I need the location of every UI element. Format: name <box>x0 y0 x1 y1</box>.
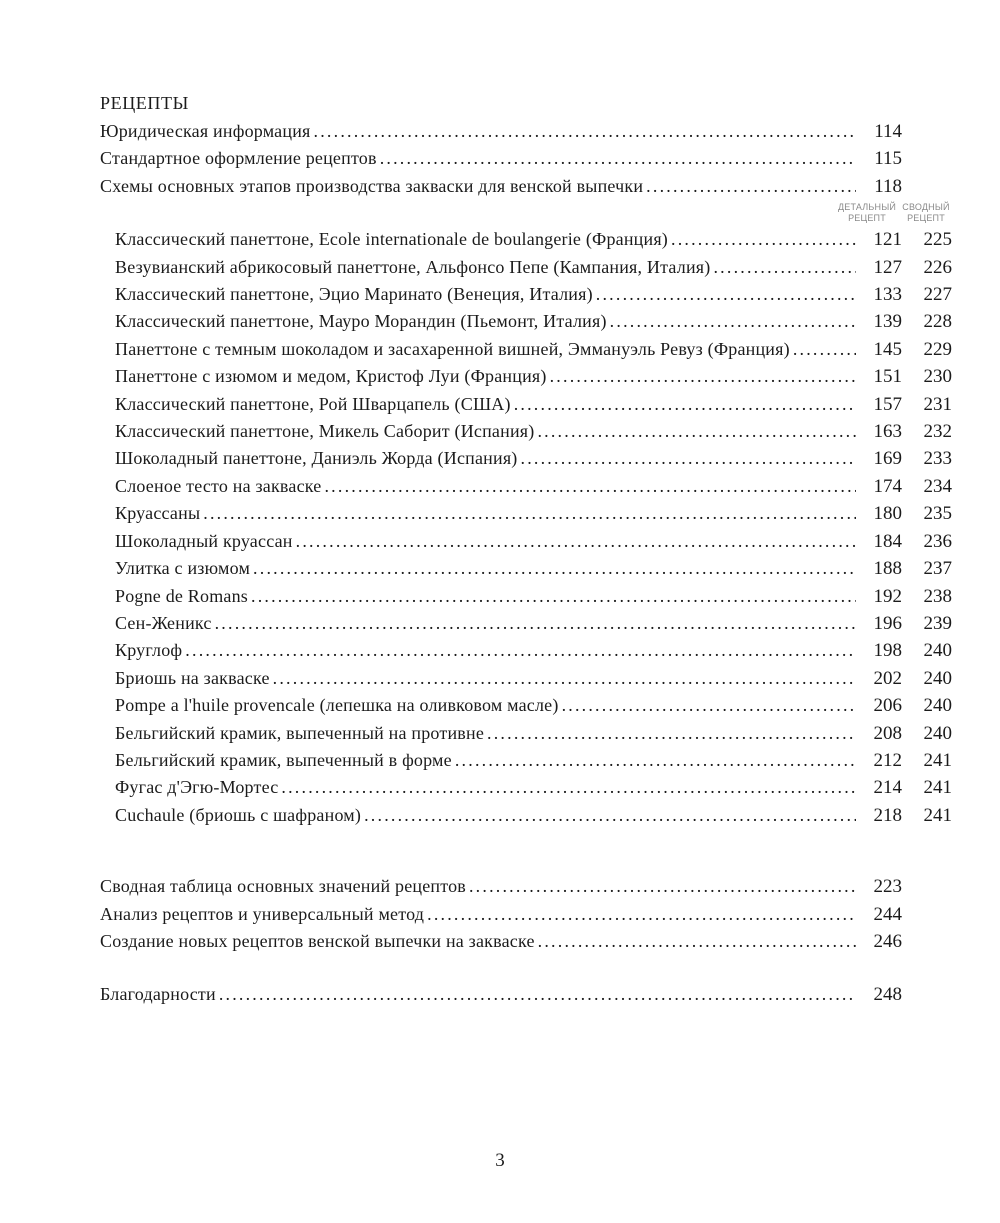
summary-page-number: 234 <box>923 475 952 497</box>
toc-row <box>100 418 952 445</box>
dot-leader <box>281 774 856 801</box>
detail-page-number: 206 <box>873 695 902 717</box>
detail-page-number: 208 <box>873 722 902 744</box>
summary-page-number: 226 <box>923 256 952 278</box>
detail-page-number: 133 <box>873 284 902 306</box>
toc-row <box>100 473 952 500</box>
detail-header-line2: РЕЦЕПТ <box>848 213 886 224</box>
toc-row <box>100 610 952 637</box>
detail-header-line1: ДЕТАЛЬНЫЙ <box>838 202 897 213</box>
detail-page-number: 163 <box>873 421 902 443</box>
detail-page-number: 246 <box>873 930 902 952</box>
dot-leader <box>296 528 856 555</box>
detail-page-number: 184 <box>873 530 902 552</box>
toc-row <box>100 226 952 253</box>
toc-entry-title: Слоеное тесто на закваске <box>115 475 322 496</box>
toc-row <box>100 281 952 308</box>
toc-row <box>100 391 952 418</box>
detail-page-number: 218 <box>873 804 902 826</box>
summary-recipe-column-header <box>900 202 952 224</box>
toc-entry-title: Улитка с изюмом <box>115 558 251 579</box>
detail-page-number: 127 <box>873 256 902 278</box>
front-matter-list <box>100 118 952 200</box>
summary-header-line2: РЕЦЕПТ <box>907 213 945 224</box>
toc-entry-title: Pogne de Romans <box>115 585 248 606</box>
toc-row <box>100 774 952 801</box>
toc-row <box>100 500 952 527</box>
recipe-list <box>100 226 952 829</box>
toc-entry-title: Схемы основных этапов производства закваски для венской выпечки <box>100 175 644 196</box>
summary-page-number: 232 <box>923 421 952 443</box>
dot-leader <box>324 473 856 500</box>
dot-leader <box>455 747 856 774</box>
toc-row <box>100 747 952 774</box>
detail-page-number: 180 <box>873 503 902 525</box>
back-matter-list <box>100 873 952 955</box>
summary-page-number: 236 <box>923 530 952 552</box>
toc-row <box>100 928 952 955</box>
summary-page-number: 225 <box>923 229 952 251</box>
dot-leader <box>538 928 856 955</box>
summary-page-number: 227 <box>923 284 952 306</box>
summary-page-number: 239 <box>923 612 952 634</box>
toc-row <box>100 336 952 363</box>
detail-page-number: 202 <box>873 667 902 689</box>
summary-page-number: 228 <box>923 311 952 333</box>
toc-row <box>100 528 952 555</box>
toc-row <box>100 583 952 610</box>
detail-recipe-column-header <box>838 202 896 224</box>
summary-page-number: 241 <box>923 777 952 799</box>
toc-entry-title: Бриошь на закваске <box>115 667 270 688</box>
detail-page-number: 151 <box>873 366 902 388</box>
summary-header-line1: СВОДНЫЙ <box>902 202 950 213</box>
detail-page-number: 214 <box>873 777 902 799</box>
toc-row <box>100 173 952 200</box>
toc-row <box>100 445 952 472</box>
toc-row <box>100 720 952 747</box>
toc-entry-title: Создание новых рецептов венской выпечки на закваске <box>100 930 535 951</box>
detail-page-number: 188 <box>873 558 902 580</box>
summary-page-number: 229 <box>923 338 952 360</box>
detail-page-number: 118 <box>874 175 902 197</box>
detail-page-number: 114 <box>874 121 902 142</box>
dot-leader <box>596 281 856 308</box>
dot-leader <box>521 445 857 472</box>
toc-entry-title: Сводная таблица основных значений рецептов <box>100 876 466 897</box>
dot-leader <box>251 583 856 610</box>
dot-leader <box>203 500 856 527</box>
toc-row <box>100 692 952 719</box>
detail-page-number: 223 <box>873 876 902 898</box>
detail-page-number: 248 <box>873 984 902 1006</box>
dot-leader <box>253 555 856 582</box>
summary-page-number: 235 <box>923 503 952 525</box>
toc-entry-title: Классический панеттоне, Ecole internationale de boulangerie (Франция) <box>115 229 668 250</box>
toc-row <box>100 363 952 390</box>
dot-leader <box>537 418 856 445</box>
acknowledgements-list <box>100 981 952 1008</box>
dot-leader <box>562 692 856 719</box>
dot-leader <box>219 981 856 1008</box>
detail-page-number: 174 <box>873 475 902 497</box>
toc-row <box>100 981 952 1008</box>
toc-entry-title: Круглоф <box>115 640 183 661</box>
section-title: РЕЦЕПТЫ <box>100 93 189 113</box>
toc-entry-title: Классический панеттоне, Эцио Маринато (Венеция, Италия) <box>115 284 593 305</box>
toc-entry-title: Бельгийский крамик, выпеченный на противне <box>115 722 485 743</box>
toc-entry-title: Сен-Женикс <box>115 612 212 633</box>
summary-page-number: 241 <box>923 804 952 826</box>
dot-leader <box>671 226 856 253</box>
dot-leader <box>646 173 856 200</box>
detail-page-number: 145 <box>873 338 902 360</box>
summary-page-number: 230 <box>923 366 952 388</box>
summary-page-number: 233 <box>923 448 952 470</box>
dot-leader <box>380 145 856 172</box>
toc-entry-title: Классический панеттоне, Мауро Морандин (Пьемонт, Италия) <box>115 311 607 332</box>
dot-leader <box>469 873 856 900</box>
dot-leader <box>550 363 856 390</box>
toc-row <box>100 637 952 664</box>
toc-row <box>100 145 952 172</box>
dot-leader <box>273 665 856 692</box>
toc-entry-title: Шоколадный панеттоне, Даниэль Жорда (Испания) <box>115 448 518 469</box>
detail-page-number: 115 <box>874 148 902 170</box>
toc-entry-title: Благодарности <box>100 984 216 1005</box>
summary-page-number: 240 <box>923 695 952 717</box>
toc-row <box>100 802 952 829</box>
toc-entry-title: Фугас д'Эгю-Мортес <box>115 777 279 798</box>
toc-row <box>100 555 952 582</box>
detail-page-number: 139 <box>873 311 902 333</box>
dot-leader <box>185 637 856 664</box>
toc-entry-title: Панеттоне с изюмом и медом, Кристоф Луи (Франция) <box>115 366 547 387</box>
toc-entry-title: Анализ рецептов и универсальный метод <box>100 903 425 924</box>
toc-row <box>100 308 952 335</box>
toc-entry-title: Классический панеттоне, Микель Саборит (Испания) <box>115 421 535 442</box>
toc-row <box>100 873 952 900</box>
summary-page-number: 237 <box>923 558 952 580</box>
summary-page-number: 238 <box>923 585 952 607</box>
toc-entry-title: Cuchaule (бриошь с шафраном) <box>115 804 362 825</box>
toc-entry-title: Шоколадный круассан <box>115 530 293 551</box>
dot-leader <box>514 391 856 418</box>
toc-entry-title: Круассаны <box>115 503 201 524</box>
toc-entry-title: Стандартное оформление рецептов <box>100 148 377 169</box>
summary-page-number: 240 <box>923 667 952 689</box>
detail-page-number: 198 <box>873 640 902 662</box>
summary-page-number: 240 <box>923 722 952 744</box>
toc-entry-title: Юридическая информация <box>100 121 311 141</box>
detail-page-number: 169 <box>873 448 902 470</box>
dot-leader <box>314 118 856 145</box>
detail-page-number: 121 <box>873 229 902 251</box>
toc-row <box>100 901 952 928</box>
toc-row <box>100 254 952 281</box>
dot-leader <box>713 254 856 281</box>
toc-entry-title: Панеттоне с темным шоколадом и засахаренной вишней, Эммануэль Ревуз (Франция) <box>115 338 790 359</box>
detail-page-number: 244 <box>873 903 902 925</box>
dot-leader <box>364 802 856 829</box>
toc-row <box>100 665 952 692</box>
detail-page-number: 196 <box>873 612 902 634</box>
detail-page-number: 212 <box>873 749 902 771</box>
column-headers <box>100 202 952 224</box>
dot-leader <box>215 610 856 637</box>
dot-leader <box>610 308 856 335</box>
summary-page-number: 240 <box>923 640 952 662</box>
dot-leader <box>427 901 856 928</box>
summary-page-number: 231 <box>923 393 952 415</box>
dot-leader <box>793 336 856 363</box>
detail-page-number: 157 <box>873 393 902 415</box>
dot-leader <box>487 720 856 747</box>
toc-entry-title: Везувианский абрикосовый панеттоне, Альфонсо Пепе (Кампания, Италия) <box>115 256 711 277</box>
page-number: 3 <box>495 1150 505 1171</box>
toc-row <box>100 118 952 145</box>
summary-page-number: 241 <box>923 749 952 771</box>
toc-entry-title: Бельгийский крамик, выпеченный в форме <box>115 749 452 770</box>
detail-page-number: 192 <box>873 585 902 607</box>
toc-entry-title: Pompe a l'huile provencale (лепешка на оливковом масле) <box>115 695 559 716</box>
toc-entry-title: Классический панеттоне, Рой Шварцапель (США) <box>115 393 511 414</box>
